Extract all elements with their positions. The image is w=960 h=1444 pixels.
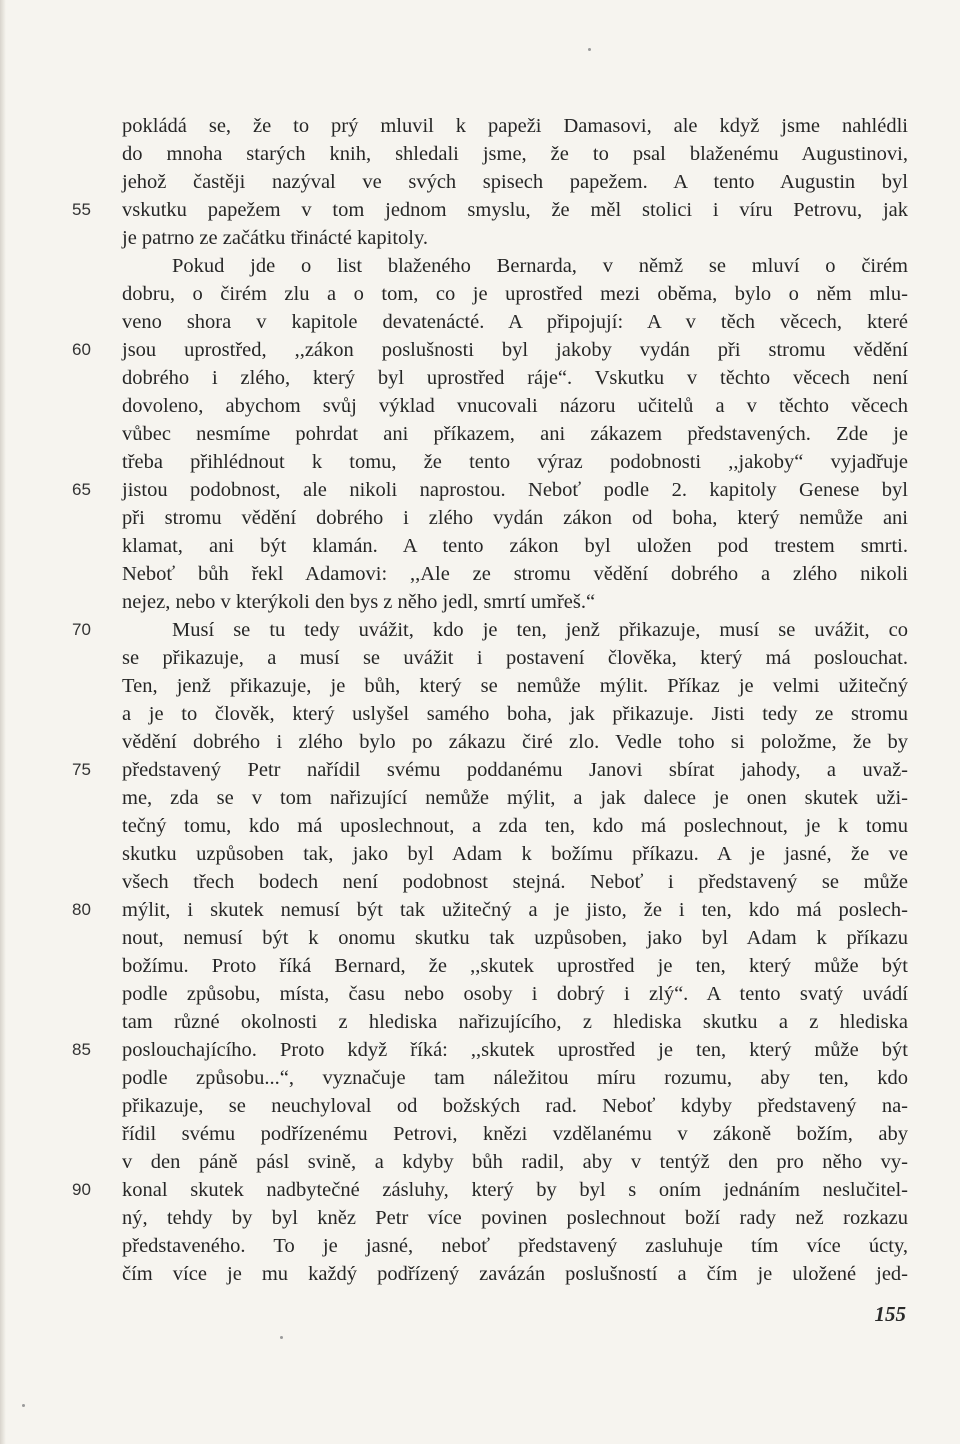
text-line: vědění dobrého i zlého bylo po zákazu čiré zlo. Vedle toho si položme, že by	[122, 731, 908, 753]
text-line: podle způsobu...“, vyznačuje tam náležitou míru rozumu, aby ten, kdo	[122, 1067, 908, 1089]
text-line: tečný tomu, kdo má uposlechnout, a zda ten, kdo má poslechnout, je k tomu	[122, 815, 908, 837]
text-line: tam různé okolnosti z hlediska nařizujícího, z hlediska skutku a z hlediska	[122, 1011, 908, 1033]
text-line: klamat, ani být klamán. A tento zákon byl uložen pod trestem smrti.	[122, 535, 908, 557]
text-line: čím více je mu každý podřízený zavázán poslušností a čím je uložené jed-	[122, 1263, 908, 1285]
page-number: 155	[874, 1302, 906, 1326]
text-line: božímu. Proto říká Bernard, že ,,skutek uprostřed je ten, který může být	[122, 955, 908, 977]
line-number-65: 65	[72, 480, 91, 499]
line-number-55: 55	[72, 200, 91, 219]
text-line: podle způsobu, místa, času nebo osoby i dobrý i zlý“. A tento svatý uvádí	[122, 983, 908, 1005]
text-line: představeného. To je jasné, neboť představený zasluhuje tím více úcty,	[122, 1235, 908, 1257]
text-line: dovoleno, abychom svůj výklad vnucovali názoru učitelů a v těchto věcech	[122, 395, 908, 417]
paper-speck	[280, 1336, 283, 1339]
text-line: Neboť bůh řekl Adamovi: ,,Ale ze stromu vědění dobrého a zlého nikoli	[122, 563, 908, 585]
text-line: ný, tehdy by byl kněz Petr více povinen poslechnout boží rady než rozkazu	[122, 1207, 908, 1229]
text-line: nejez, nebo v kterýkoli den bys z něho jedl, smrtí umřeš.“	[122, 591, 596, 613]
text-line: konal skutek nadbytečné zásluhy, který by byl s oním jednáním neslučitel-	[122, 1179, 908, 1201]
paragraph-start-line: Musí se tu tedy uvážit, kdo je ten, jenž přikazuje, musí se uvážit, co	[172, 619, 908, 641]
text-line: mýlit, i skutek nemusí být tak užitečný a je jisto, že i ten, kdo má poslech-	[122, 899, 908, 921]
line-number-90: 90	[72, 1180, 91, 1199]
text-line: přikazuje, se neuchyloval od božských rad. Neboť kdyby představený na-	[122, 1095, 908, 1117]
text-line: jehož častěji nazýval ve svých spisech papežem. A tento Augustin byl	[122, 171, 908, 193]
text-line: v den páně pásl svině, a kdyby bůh radil, aby v tentýž den pro něho vy-	[122, 1151, 908, 1173]
text-line: jistou podobnost, ale nikoli naprostou. Neboť podle 2. kapitoly Genese byl	[122, 479, 908, 501]
text-line: veno shora v kapitole devatenácté. A připojují: A v těch věcech, které	[122, 311, 908, 333]
text-line: nout, nemusí být k onomu skutku tak uzpůsoben, jako byl Adam k příkazu	[122, 927, 908, 949]
text-line: vskutku papežem v tom jednom smyslu, že měl stolici i víru Petrovu, jak	[122, 199, 908, 221]
line-number-85: 85	[72, 1040, 91, 1059]
text-line: me, zda se v tom nařizující nemůže mýlit, a jak dalece je onen skutek uži-	[122, 787, 908, 809]
text-line: dobru, o čirém zlu a o tom, co je uprostřed mezi oběma, bylo o něm mlu-	[122, 283, 908, 305]
text-line: dobrého i zlého, který byl uprostřed ráje“. Vskutku v těchto věcech není	[122, 367, 908, 389]
text-line: a je to člověk, který uslyšel samého boha, jak přikazuje. Jisti tedy ze stromu	[122, 703, 908, 725]
text-line: při stromu vědění dobrého i zlého vydán zákon od boha, který nemůže ani	[122, 507, 908, 529]
line-number-75: 75	[72, 760, 91, 779]
text-line: Ten, jenž přikazuje, je bůh, který se nemůže mýlit. Příkaz je velmi užitečný	[122, 675, 908, 697]
text-line: pokládá se, že to prý mluvil k papeži Damasovi, ale když jsme nahlédli	[122, 115, 908, 137]
text-line: jsou uprostřed, ,,zákon poslušnosti byl jakoby vydán při stromu vědění	[122, 339, 908, 361]
text-line: se přikazuje, a musí se uvážit i postavení člověka, který má poslouchat.	[122, 647, 908, 669]
text-line: poslouchajícího. Proto když říká: ,,skutek uprostřed je ten, který může být	[122, 1039, 908, 1061]
text-line: všech třech bodech není podobnost stejná. Neboť i představený se může	[122, 871, 908, 893]
text-line: třeba přihlédnout k tomu, že tento výraz podobnosti ,,jakoby“ vyjadřuje	[122, 451, 908, 473]
paper-speck	[22, 1404, 25, 1407]
line-number-60: 60	[72, 340, 91, 359]
line-number-70: 70	[72, 620, 91, 639]
paper-speck	[588, 48, 591, 51]
paragraph-start-line: Pokud jde o list blaženého Bernarda, v němž se mluví o čirém	[172, 255, 908, 277]
text-line: do mnoha starých knih, shledali jsme, že to psal blaženému Augustinovi,	[122, 143, 908, 165]
line-number-80: 80	[72, 900, 91, 919]
text-line: řídil svému podřízenému Petrovi, knězi vzdělanému v zákoně božím, aby	[122, 1123, 908, 1145]
text-line: představený Petr nařídil svému poddanému Janovi sbírat jahody, a uvaž-	[122, 759, 908, 781]
text-line: je patrno ze začátku třinácté kapitoly.	[122, 227, 429, 249]
text-line: skutku uzpůsoben tak, jako byl Adam k božímu příkazu. A je jasné, že ve	[122, 843, 908, 865]
text-line: vůbec nesmíme pohrdat ani příkazem, ani zákazem představených. Zde je	[122, 423, 908, 445]
